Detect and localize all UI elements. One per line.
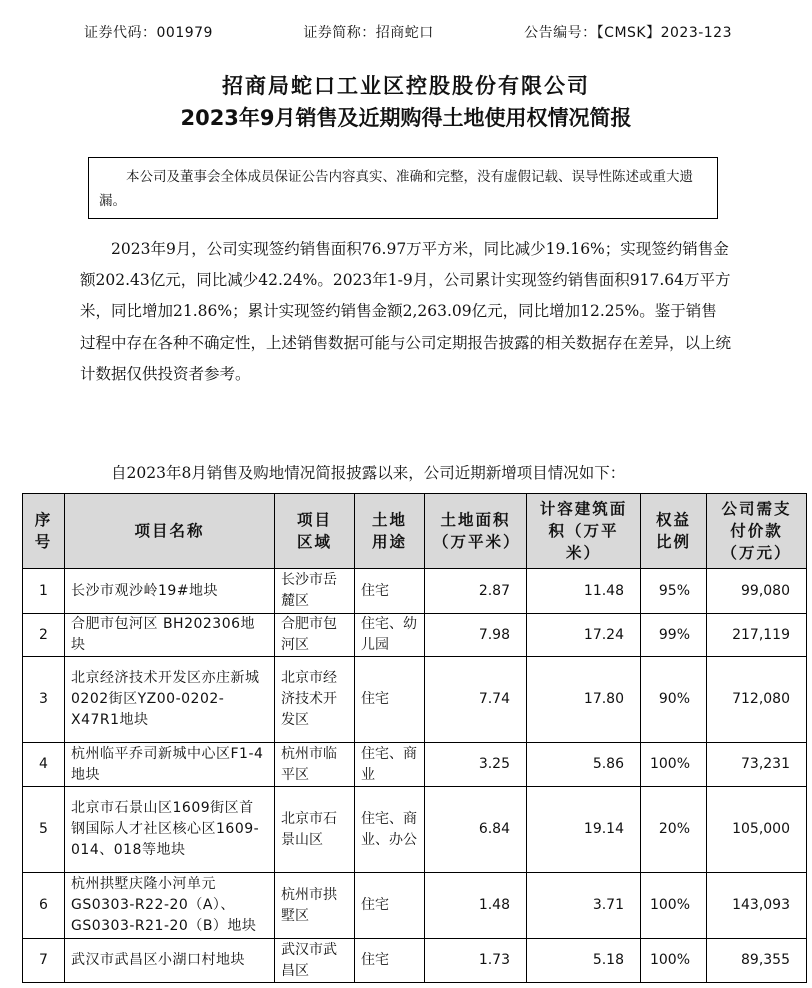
cell-payment: 105,000	[707, 787, 807, 873]
cell-land-use: 住宅、幼儿园	[355, 614, 425, 657]
cell-payment: 89,355	[707, 939, 807, 983]
cell-equity-ratio: 100%	[641, 939, 707, 983]
cell-index: 6	[23, 873, 65, 939]
cell-project-name: 北京市石景山区1609街区首钢国际人才社区核心区1609-014、018等地块	[65, 787, 275, 873]
cell-index: 7	[23, 939, 65, 983]
col-header-index: 序号	[23, 494, 65, 569]
table-row	[23, 614, 807, 657]
cell-land-area: 7.74	[425, 657, 527, 743]
sales-paragraph: 2023年9月，公司实现签约销售面积76.97万平方米，同比减少19.16%；实现签约销售金额202.43亿元，同比减少42.24%。2023年1-9月，公司累计实现签约销售面积917.64万平方米，同比增加21.86%；累计实现签约销售金额2,263.09亿元，同比增加12.25%。鉴于销售过程中存在各种不确定性，上述销售数据可能与公司定期报告披露的相关数据存在差异，以上统计数据仅供投资者参考。	[80, 240, 732, 383]
cell-payment: 99,080	[707, 569, 807, 614]
cell-floor-area: 5.86	[527, 743, 641, 787]
table-row	[23, 743, 807, 787]
cell-land-area: 3.25	[425, 743, 527, 787]
cell-index: 4	[23, 743, 65, 787]
table-row	[23, 873, 807, 939]
table-row	[23, 657, 807, 743]
cell-region: 武汉市武昌区	[275, 939, 355, 983]
cell-land-use: 住宅、商业	[355, 743, 425, 787]
cell-project-name: 武汉市武昌区小湖口村地块	[65, 939, 275, 983]
cell-floor-area: 17.80	[527, 657, 641, 743]
notice-box: 本公司及董事会全体成员保证公告内容真实、准确和完整，没有虚假记载、误导性陈述或重大遗漏。	[88, 157, 718, 219]
table-row	[23, 939, 807, 983]
cell-index: 2	[23, 614, 65, 657]
cell-land-use: 住宅	[355, 657, 425, 743]
stock-code: 证券代码：001979	[84, 25, 213, 41]
cell-payment: 143,093	[707, 873, 807, 939]
cell-land-use: 住宅、商业、办公	[355, 787, 425, 873]
cell-land-use: 住宅	[355, 939, 425, 983]
cell-project-name: 杭州拱墅庆隆小河单元GS0303-R22-20（A）、GS0303-R21-20（B）地块	[65, 873, 275, 939]
cell-index: 5	[23, 787, 65, 873]
cell-payment: 73,231	[707, 743, 807, 787]
cell-land-use: 住宅	[355, 569, 425, 614]
cell-project-name: 北京经济技术开发区亦庄新城0202街区YZ00-0202-X47R1地块	[65, 657, 275, 743]
cell-land-area: 6.84	[425, 787, 527, 873]
cell-equity-ratio: 100%	[641, 743, 707, 787]
notice-number: 公告编号：【CMSK】2023-123	[524, 25, 732, 41]
table-header-row	[23, 494, 807, 569]
col-header-equity-ratio: 权益比例	[641, 494, 707, 569]
cell-region: 杭州市临平区	[275, 743, 355, 787]
col-header-land-area: 土地面积（万平米）	[425, 494, 527, 569]
col-header-region: 项目区域	[275, 494, 355, 569]
table-row	[23, 787, 807, 873]
cell-region: 杭州市拱墅区	[275, 873, 355, 939]
cell-region: 北京市经济技术开发区	[275, 657, 355, 743]
cell-equity-ratio: 20%	[641, 787, 707, 873]
table-row	[23, 569, 807, 614]
cell-floor-area: 19.14	[527, 787, 641, 873]
col-header-payment: 公司需支付价款（万元）	[707, 494, 807, 569]
cell-floor-area: 5.18	[527, 939, 641, 983]
cell-floor-area: 17.24	[527, 614, 641, 657]
col-header-land-use: 土地用途	[355, 494, 425, 569]
cell-land-area: 1.73	[425, 939, 527, 983]
cell-project-name: 杭州临平乔司新城中心区F1-4地块	[65, 743, 275, 787]
cell-land-area: 1.48	[425, 873, 527, 939]
stock-name: 证券简称：招商蛇口	[303, 25, 434, 41]
cell-equity-ratio: 95%	[641, 569, 707, 614]
cell-floor-area: 3.71	[527, 873, 641, 939]
cell-payment: 712,080	[707, 657, 807, 743]
cell-region: 合肥市包河区	[275, 614, 355, 657]
cell-region: 北京市石景山区	[275, 787, 355, 873]
projects-table	[22, 493, 807, 983]
cell-equity-ratio: 90%	[641, 657, 707, 743]
col-header-floor-area: 计容建筑面积（万平米）	[527, 494, 641, 569]
cell-land-area: 2.87	[425, 569, 527, 614]
cell-project-name: 合肥市包河区 BH202306地块	[65, 614, 275, 657]
document-header	[84, 22, 732, 42]
cell-land-use: 住宅	[355, 873, 425, 939]
col-header-project-name: 项目名称	[65, 494, 275, 569]
cell-payment: 217,119	[707, 614, 807, 657]
report-title: 2023年9月销售及近期购得土地使用权情况简报	[180, 106, 632, 130]
cell-equity-ratio: 99%	[641, 614, 707, 657]
cell-land-area: 7.98	[425, 614, 527, 657]
cell-floor-area: 11.48	[527, 569, 641, 614]
cell-index: 3	[23, 657, 65, 743]
cell-index: 1	[23, 569, 65, 614]
company-name: 招商局蛇口工业区控股股份有限公司	[222, 74, 590, 98]
cell-equity-ratio: 100%	[641, 873, 707, 939]
cell-project-name: 长沙市观沙岭19#地块	[65, 569, 275, 614]
projects-intro: 自2023年8月销售及购地情况简报披露以来，公司近期新增项目情况如下：	[111, 464, 626, 482]
cell-region: 长沙市岳麓区	[275, 569, 355, 614]
